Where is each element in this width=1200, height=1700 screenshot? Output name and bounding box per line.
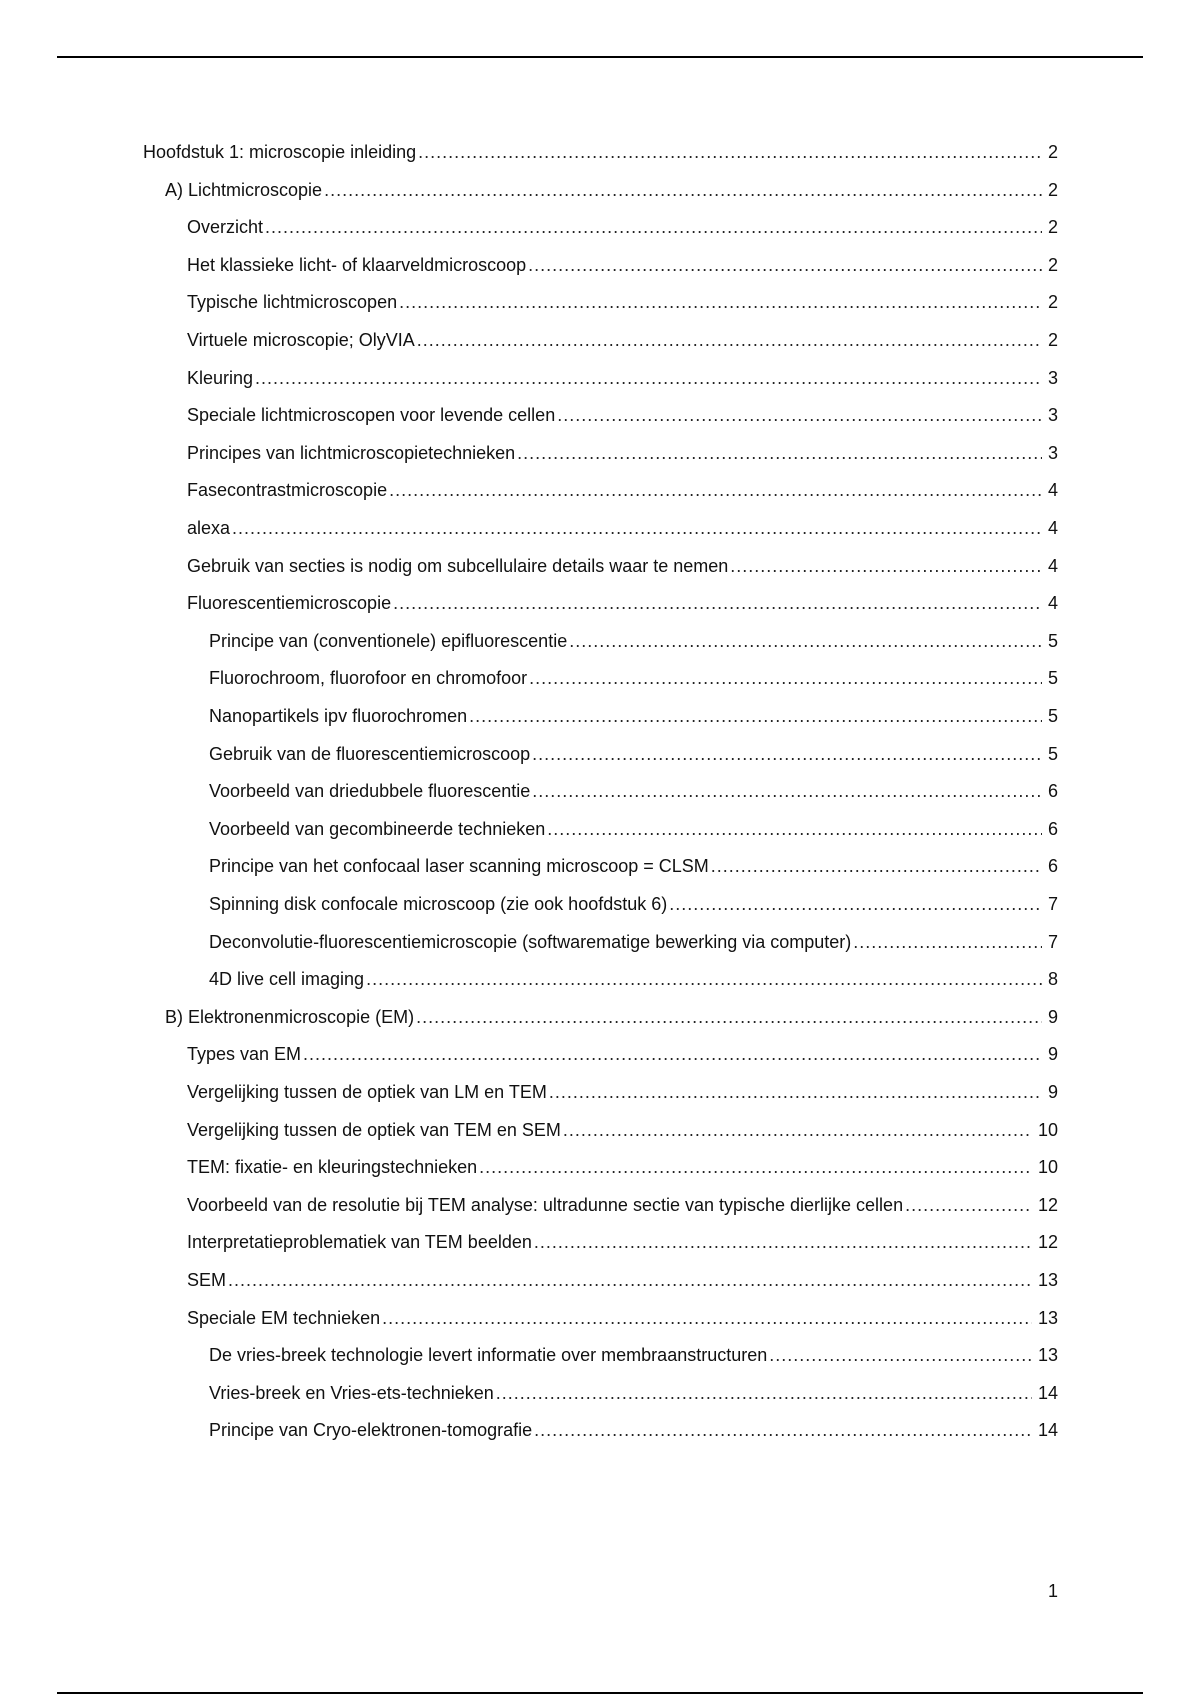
toc-entry-page: 5 (1047, 743, 1058, 764)
toc-entry-page: 6 (1047, 856, 1058, 877)
toc-dot-leader (366, 966, 1042, 992)
toc-entry-title: Voorbeeld van driedubbele fluorescentie (209, 781, 531, 802)
toc-dot-leader (905, 1192, 1032, 1218)
toc-entry-page: 2 (1047, 179, 1058, 200)
toc-dot-leader (382, 1305, 1032, 1331)
toc-entry[interactable] (187, 1305, 1058, 1331)
toc-dot-leader (324, 177, 1042, 203)
toc-entry[interactable] (187, 1079, 1058, 1105)
toc-entry-page: 6 (1047, 818, 1058, 839)
toc-entry[interactable] (187, 365, 1058, 391)
toc-entry-title: Speciale lichtmicroscopen voor levende cellen (187, 405, 556, 426)
toc-dot-leader (532, 778, 1042, 804)
toc-entry[interactable] (187, 477, 1058, 503)
toc-entry-title: Fluorescentiemicroscopie (187, 593, 392, 614)
toc-entry[interactable] (187, 327, 1058, 353)
toc-entry[interactable] (209, 853, 1058, 879)
toc-entry-title: Voorbeeld van de resolutie bij TEM analyse: ultradunne sectie van typische dierlijke cellen (187, 1194, 904, 1215)
toc-entry[interactable] (209, 665, 1058, 691)
toc-entry[interactable] (209, 1417, 1058, 1443)
toc-dot-leader (255, 365, 1042, 391)
toc-entry-title: Fasecontrastmicroscopie (187, 480, 388, 501)
toc-entry-page: 13 (1037, 1307, 1058, 1328)
toc-entry[interactable] (209, 966, 1058, 992)
toc-dot-leader (557, 402, 1042, 428)
toc-entry-title: Interpretatieproblematiek van TEM beelden (187, 1232, 532, 1253)
toc-dot-leader (563, 1117, 1032, 1143)
toc-dot-leader (528, 252, 1042, 278)
toc-entry-title: Types van EM (187, 1044, 302, 1065)
toc-entry-title: Speciale EM technieken (187, 1307, 381, 1328)
toc-entry[interactable] (209, 703, 1058, 729)
toc-entry-title: SEM (187, 1270, 227, 1290)
toc-dot-leader (547, 816, 1042, 842)
toc-dot-leader (418, 139, 1042, 165)
toc-entry[interactable] (187, 1041, 1058, 1067)
toc-entry-title: B) Elektronenmicroscopie (EM) (165, 1006, 415, 1027)
toc-entry[interactable] (187, 1229, 1058, 1255)
toc-dot-leader (534, 1229, 1032, 1255)
toc-entry-page: 2 (1047, 217, 1058, 238)
toc-entry-page: 5 (1047, 706, 1058, 726)
toc-entry-page: 2 (1047, 292, 1058, 313)
toc-dot-leader (496, 1380, 1032, 1406)
toc-entry-title: Typische lichtmicroscopen (187, 292, 398, 313)
toc-entry[interactable] (187, 1267, 1058, 1293)
toc-dot-leader (769, 1342, 1032, 1368)
header-rule (57, 56, 1143, 58)
toc-entry[interactable] (187, 440, 1058, 466)
toc-dot-leader (549, 1079, 1042, 1105)
toc-entry-page: 8 (1047, 969, 1058, 990)
toc-entry-page: 4 (1047, 480, 1058, 501)
toc-entry[interactable] (187, 1192, 1058, 1218)
toc-entry-page: 12 (1037, 1194, 1058, 1215)
toc-entry[interactable] (143, 139, 1058, 165)
toc-entry-title: Nanopartikels ipv fluorochromen (209, 706, 468, 726)
toc-entry-page: 4 (1047, 593, 1058, 614)
toc-entry-page: 13 (1037, 1270, 1058, 1290)
toc-entry-title: Vergelijking tussen de optiek van TEM en SEM (187, 1119, 561, 1140)
toc-entry-page: 9 (1047, 1044, 1058, 1065)
toc-entry-title: Gebruik van de fluorescentiemicroscoop (209, 743, 531, 764)
toc-entry-page: 4 (1047, 555, 1058, 576)
toc-entry-page: 2 (1047, 330, 1058, 350)
toc-entry-title: Principes van lichtmicroscopietechnieken (187, 442, 516, 463)
toc-entry-page: 13 (1037, 1345, 1058, 1366)
toc-entry-page: 5 (1047, 630, 1058, 651)
toc-entry-title: Kleuring (187, 367, 254, 388)
toc-entry[interactable] (187, 590, 1058, 616)
toc-entry-title: 4D live cell imaging (209, 969, 365, 990)
toc-entry[interactable] (187, 1117, 1058, 1143)
toc-entry-page: 10 (1037, 1157, 1058, 1178)
toc-entry-page: 5 (1047, 668, 1058, 689)
toc-entry-title: Gebruik van secties is nodig om subcellulaire details waar te nemen (187, 555, 729, 576)
toc-entry[interactable] (209, 1342, 1058, 1368)
toc-dot-leader (532, 741, 1042, 767)
toc-dot-leader (416, 1004, 1042, 1030)
toc-entry-title: Principe van (conventionele) epifluorescentie (209, 630, 568, 651)
toc-dot-leader (393, 590, 1042, 616)
toc-entry-page: 12 (1037, 1232, 1058, 1253)
toc-entry-title: Vergelijking tussen de optiek van LM en TEM (187, 1082, 547, 1102)
toc-entry[interactable] (165, 1004, 1058, 1030)
toc-entry-page: 2 (1047, 254, 1058, 275)
toc-entry[interactable] (209, 816, 1058, 842)
toc-dot-leader (232, 515, 1042, 541)
toc-entry[interactable] (187, 1154, 1058, 1180)
toc-entry-title: Overzicht (187, 217, 264, 238)
toc-entry-title: De vries-breek technologie levert informatie over membraanstructuren (209, 1345, 768, 1366)
page-number: 1 (1047, 1581, 1058, 1601)
toc-entry-title: Spinning disk confocale microscoop (zie ook hoofdstuk 6) (209, 894, 668, 914)
toc-entry-page: 3 (1047, 442, 1058, 463)
toc-entry-title: Hoofdstuk 1: microscopie inleiding (143, 142, 417, 162)
toc-entry-title: Deconvolutie-fluorescentiemicroscopie (softwarematige bewerking via computer) (209, 931, 852, 952)
toc-entry-title: Virtuele microscopie; OlyVIA (187, 330, 415, 350)
toc-entry[interactable] (187, 515, 1058, 541)
toc-entry[interactable] (187, 214, 1058, 240)
toc-entry-page: 3 (1047, 405, 1058, 426)
toc-entry-page: 10 (1037, 1119, 1058, 1140)
toc-entry-title: TEM: fixatie- en kleuringstechnieken (187, 1157, 478, 1178)
toc-entry[interactable] (209, 628, 1058, 654)
toc-entry-page: 9 (1047, 1082, 1058, 1102)
toc-dot-leader (730, 553, 1042, 579)
toc-dot-leader (479, 1154, 1032, 1180)
toc-entry-page: 9 (1047, 1006, 1058, 1027)
toc-entry[interactable] (209, 891, 1058, 917)
toc-entry[interactable] (209, 741, 1058, 767)
toc-entry[interactable] (209, 1380, 1058, 1406)
toc-dot-leader (389, 477, 1042, 503)
toc-entry[interactable] (187, 289, 1058, 315)
toc-dot-leader (417, 327, 1042, 353)
toc-dot-leader (529, 665, 1042, 691)
toc-entry-title: Voorbeeld van gecombineerde technieken (209, 818, 546, 839)
toc-entry[interactable] (165, 177, 1058, 203)
toc-entry-page: 7 (1047, 894, 1058, 914)
toc-entry[interactable] (209, 778, 1058, 804)
toc-entry-title: Vries-breek en Vries-ets-technieken (209, 1382, 494, 1403)
toc-dot-leader (469, 703, 1042, 729)
toc-entry-title: alexa (187, 518, 231, 538)
toc-entry-title: A) Lichtmicroscopie (165, 179, 323, 200)
toc-dot-leader (569, 628, 1042, 654)
toc-dot-leader (517, 440, 1042, 466)
toc-entry-title: Principe van Cryo-elektronen-tomografie (209, 1420, 533, 1441)
toc-entry-page: 3 (1047, 367, 1058, 388)
toc-entry[interactable] (187, 553, 1058, 579)
toc-entry-page: 14 (1037, 1420, 1058, 1441)
toc-dot-leader (534, 1417, 1032, 1443)
toc-entry-title: Het klassieke licht- of klaarveldmicroscoop (187, 254, 527, 275)
toc-entry-page: 2 (1047, 142, 1058, 162)
toc-dot-leader (669, 891, 1042, 917)
toc-dot-leader (399, 289, 1042, 315)
footer-rule (57, 1692, 1143, 1694)
toc-entry[interactable] (209, 929, 1058, 955)
toc-dot-leader (853, 929, 1042, 955)
toc-entry-page: 4 (1047, 518, 1058, 538)
toc-dot-leader (303, 1041, 1042, 1067)
toc-entry[interactable] (187, 402, 1058, 428)
toc-entry-page: 14 (1037, 1382, 1058, 1403)
toc-entry[interactable] (187, 252, 1058, 278)
toc-dot-leader (265, 214, 1042, 240)
toc-entry-title: Fluorochroom, fluorofoor en chromofoor (209, 668, 528, 689)
toc-entry-page: 7 (1047, 931, 1058, 952)
toc-dot-leader (228, 1267, 1032, 1293)
toc-entry-page: 6 (1047, 781, 1058, 802)
toc-dot-leader (711, 853, 1042, 879)
toc-entry-title: Principe van het confocaal laser scanning microscoop = CLSM (209, 856, 709, 877)
